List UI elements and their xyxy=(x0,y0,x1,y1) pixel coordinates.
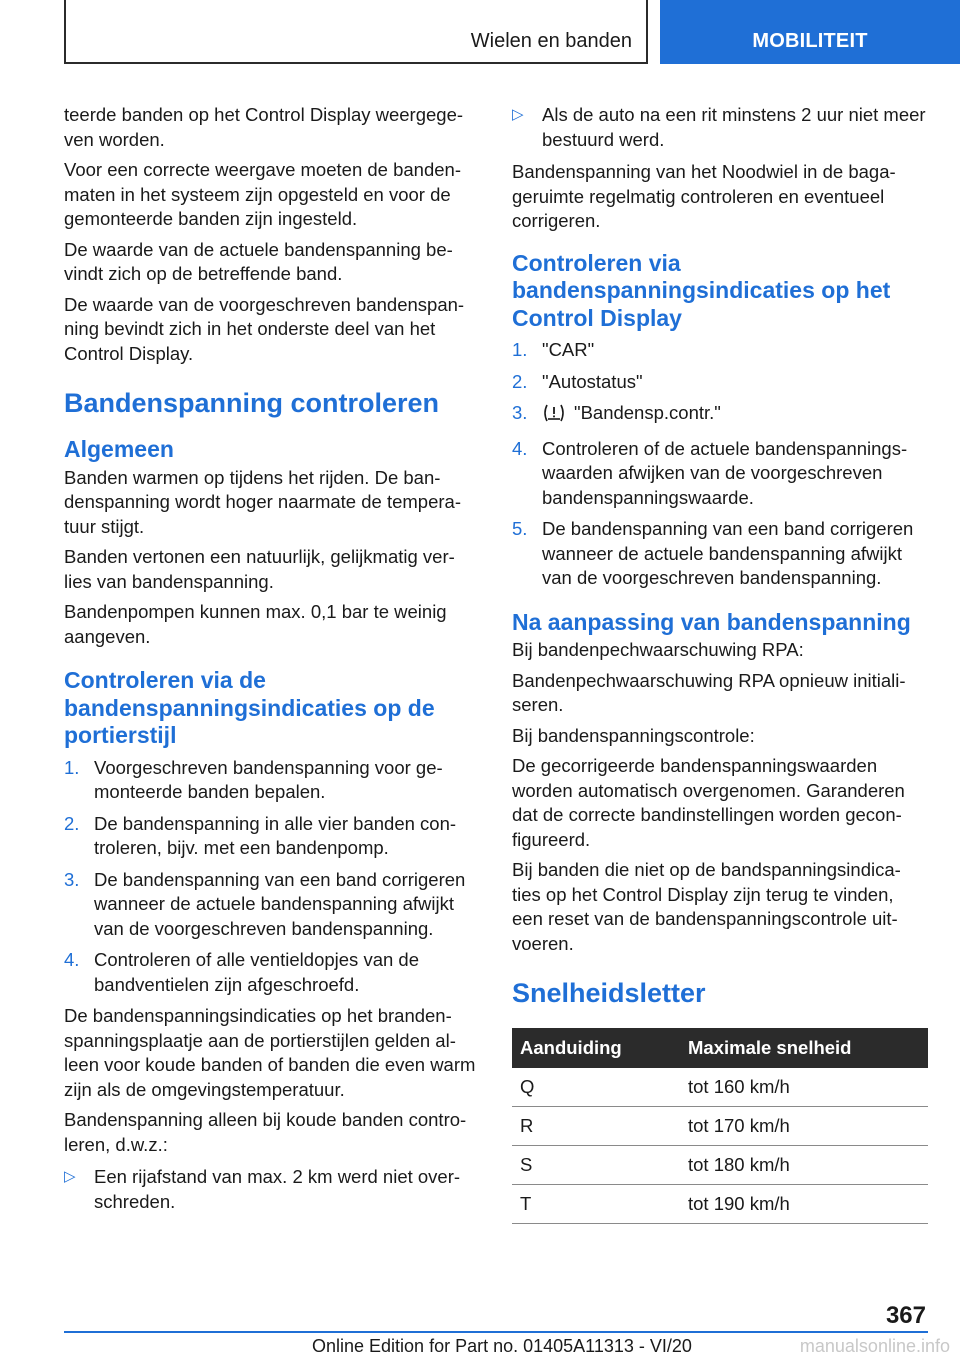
paragraph: Banden warmen op tijdens het rijden. De ban-denspanning wordt hoger naarmate de tempera-tuur stijgt. xyxy=(64,466,461,537)
edition-text: Online Edition for Part no. 01405A11313 - VI/20 xyxy=(312,1336,692,1356)
left-column xyxy=(64,103,478,1222)
control-display-steps-list xyxy=(512,338,928,591)
step-number: 4. xyxy=(64,949,80,970)
section-heading-speed: Snelheidsletter xyxy=(512,978,706,1008)
table-cell: Q xyxy=(512,1068,680,1107)
subsection-heading-door-pillar: Controleren via de bandenspanningsindicaties op de portierstijl xyxy=(64,667,435,748)
table-cell: R xyxy=(512,1107,680,1146)
footer-rule xyxy=(64,1331,928,1333)
subsection-heading-general: Algemeen xyxy=(64,436,174,462)
table-cell: tot 170 km/h xyxy=(680,1107,928,1146)
table-cell: tot 180 km/h xyxy=(680,1146,928,1185)
triangle-bullet-icon: ▷ xyxy=(64,1168,76,1185)
column-header: Aanduiding xyxy=(512,1028,680,1068)
right-column xyxy=(512,103,928,1224)
step-number: 5. xyxy=(512,518,528,539)
paragraph: De waarde van de actuele bandenspanning be-vindt zich op de betreffende band. xyxy=(64,238,453,284)
step-number: 2. xyxy=(512,370,528,392)
step-number: 2. xyxy=(64,812,80,834)
step-number: 1. xyxy=(64,756,80,778)
speed-rating-table xyxy=(512,1028,928,1224)
paragraph: Bandenspanning van het Noodwiel in de baga-geruimte regelmatig controleren en eventueel corrigeren. xyxy=(512,161,896,231)
paragraph: De gecorrigeerde bandenspanningswaarden worden automatisch overgenomen. Garanderen dat de correcte bandinstellingen worden gecon-figureerd. xyxy=(512,755,905,850)
chapter-tab-label: MOBILITEIT xyxy=(752,30,868,52)
table-cell: tot 160 km/h xyxy=(680,1068,928,1107)
table-cell: T xyxy=(512,1185,680,1224)
list-item xyxy=(512,401,928,430)
list-item xyxy=(64,756,478,805)
paragraph: Bij banden die niet op de bandspanningsindica-ties op het Control Display zijn terug te vinden, een reset van de bandenspanningscontrole uit-voeren. xyxy=(512,859,901,954)
tire-pressure-warning-icon xyxy=(542,403,566,430)
paragraph: Voor een correcte weergave moeten de banden-maten in het systeem zijn opgesteld en voor de gemonteerde banden zijn ingesteld. xyxy=(64,159,461,229)
column-header: Maximale snelheid xyxy=(680,1028,928,1068)
table-row xyxy=(512,1107,928,1146)
paragraph: Bij bandenspanningscontrole: xyxy=(512,724,755,746)
chapter-tab xyxy=(660,0,960,64)
step-number: 3. xyxy=(512,402,528,423)
step-text: "Autostatus" xyxy=(542,370,643,392)
section-heading: Bandenspanning controleren xyxy=(64,388,440,418)
bullet-list xyxy=(512,103,928,152)
triangle-bullet-icon: ▷ xyxy=(512,106,524,123)
watermark: manualsonline.info xyxy=(799,1336,950,1356)
step-text: "Bandensp.contr." xyxy=(574,402,721,423)
step-number: 1. xyxy=(512,339,528,360)
table-cell: tot 190 km/h xyxy=(680,1185,928,1224)
step-number: 4. xyxy=(512,437,528,459)
table-cell: S xyxy=(512,1146,680,1185)
list-item xyxy=(64,948,478,997)
step-text: De bandenspanning van een band corrigeren wanneer de actuele bandenspanning afwijkt van de voorgeschreven bandenspanning. xyxy=(94,868,466,939)
list-item xyxy=(512,437,928,511)
bullet-text: Als de auto na een rit minstens 2 uur niet meer bestuurd werd. xyxy=(542,104,926,150)
bullet-text: Een rijafstand van max. 2 km werd niet over-schreden. xyxy=(94,1166,461,1212)
section-title: Wielen en banden xyxy=(470,30,632,52)
table-row xyxy=(512,1068,928,1107)
table-row xyxy=(512,1185,928,1224)
list-item xyxy=(64,868,478,942)
step-text: Controleren of alle ventieldopjes van de bandventielen zijn afgeschroefd. xyxy=(94,949,419,995)
paragraph: Bandenpompen kunnen max. 0,1 bar te weinig aangeven. xyxy=(64,601,447,647)
list-item xyxy=(512,517,928,591)
paragraph: Banden vertonen een natuurlijk, gelijkmatig ver-lies van bandenspanning. xyxy=(64,546,455,592)
paragraph: Bandenpechwaarschuwing RPA opnieuw initiali-seren. xyxy=(512,669,906,715)
table-row xyxy=(512,1146,928,1185)
step-text: Controleren of de actuele bandenspannings-waarden afwijken van de voorgeschreven bandenspanningswaarde. xyxy=(542,437,908,508)
step-text: Voorgeschreven bandenspanning voor ge-monteerde banden bepalen. xyxy=(94,756,443,802)
bullet-list xyxy=(64,1165,478,1214)
list-item xyxy=(512,103,928,152)
step-text: De bandenspanning in alle vier banden con-troleren, bijv. met een bandenpomp. xyxy=(94,812,457,858)
list-item xyxy=(512,338,928,363)
subsection-heading-after-adjust: Na aanpassing van bandenspanning xyxy=(512,608,911,635)
subsection-heading-control-display: Controleren via bandenspanningsindicaties op het Control Display xyxy=(512,249,891,331)
paragraph: Bij bandenpechwaarschuwing RPA: xyxy=(512,639,804,660)
step-number: 3. xyxy=(64,868,80,890)
step-text: De bandenspanning van een band corrigeren wanneer de actuele bandenspanning afwijkt van de voorgeschreven bandenspanning. xyxy=(542,518,914,588)
table-header-row xyxy=(512,1028,928,1068)
header-section-box xyxy=(64,0,648,64)
step-text: "CAR" xyxy=(542,339,595,360)
list-item xyxy=(512,370,928,395)
list-item xyxy=(64,1165,478,1214)
paragraph: De bandenspanningsindicaties op het branden-spanningsplaatje aan de portierstijlen gelden al-leen voor koude banden of banden die even warm zijn als de omgevingstemperatuur. xyxy=(64,1005,476,1100)
paragraph: Bandenspanning alleen bij koude banden contro-leren, d.w.z.: xyxy=(64,1109,467,1155)
list-item xyxy=(64,812,478,861)
paragraph: De waarde van de voorgeschreven bandenspan-ning bevindt zich in het onderste deel van het Control Display. xyxy=(64,293,465,364)
door-steps-list xyxy=(64,756,478,998)
paragraph: teerde banden op het Control Display weergege-ven worden. xyxy=(64,104,464,150)
page-number: 367 xyxy=(885,1302,926,1329)
